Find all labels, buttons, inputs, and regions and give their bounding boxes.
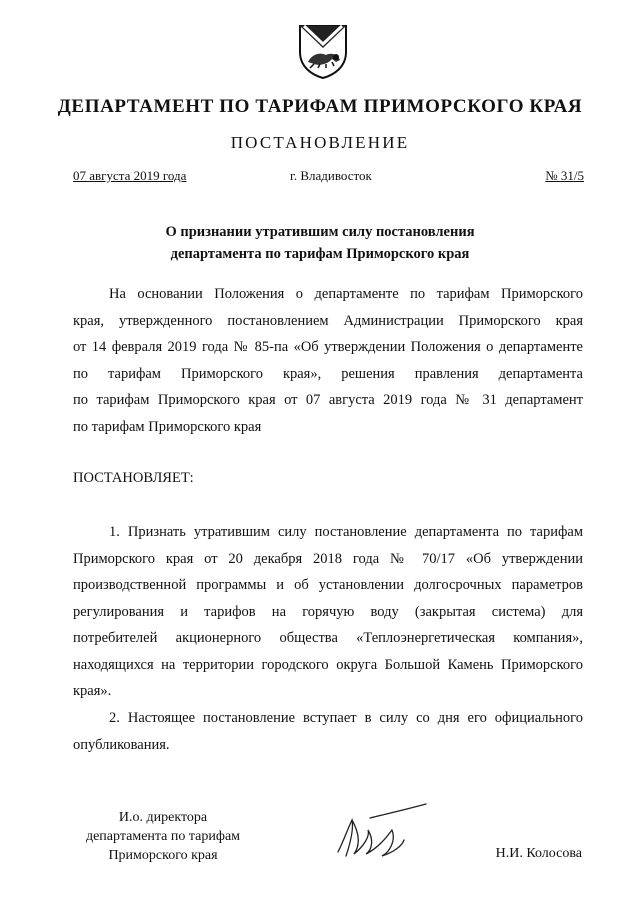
text-line: На основании Положения о департаменте по тарифам Приморского — [109, 286, 583, 302]
signatory-position — [73, 808, 253, 865]
decree-word: ПОСТАНОВЛЯЕТ: — [73, 470, 194, 486]
signature-icon — [330, 800, 430, 865]
department-name: ДЕПАРТАМЕНТ ПО ТАРИФАМ ПРИМОРСКОГО КРАЯ — [57, 96, 583, 117]
text-line: края». — [73, 683, 112, 699]
signatory-name: Н.И. Колосова — [495, 846, 582, 861]
title-line: О признании утратившим силу постановления — [165, 224, 475, 240]
document-title — [0, 221, 640, 265]
text-line: по тарифам Приморского края — [73, 418, 262, 435]
text-line: находящихся на территории городского округа Большой Камень Приморского — [73, 656, 583, 673]
document-date: 07 августа 2019 года — [73, 168, 187, 183]
position-line: И.о. директора — [118, 810, 208, 825]
text-line: от 14 февраля 2019 года № 85-па «Об утверждении Положения о департаменте — [73, 339, 583, 355]
text-line: края, утвержденного постановлением Администрации Приморского края — [73, 312, 583, 329]
title-line: департамента по тарифам Приморского края — [170, 246, 470, 262]
document-number: № 31/5 — [545, 168, 584, 183]
text-line: опубликования. — [73, 736, 170, 753]
document-type: ПОСТАНОВЛЕНИЕ — [230, 133, 410, 152]
item-1-paragraph — [73, 519, 583, 705]
position-line: департамента по тарифам — [85, 829, 241, 844]
position-line: Приморского края — [108, 848, 218, 863]
text-line: 2. Настоящее постановление вступает в силу со дня его официального — [109, 710, 583, 726]
coat-of-arms-icon — [296, 22, 350, 80]
text-line: Приморского края от 20 декабря 2018 года № 70/17 «Об утверждении — [73, 550, 583, 567]
text-line: 1. Признать утратившим силу постановление департамента по тарифам — [109, 524, 583, 540]
text-line: производственной программы и об установлении долгосрочных параметров — [73, 577, 583, 593]
text-line: по тарифам Приморского края», решения правления департамента — [73, 365, 583, 382]
text-line: потребителей акционерного общества «Теплоэнергетическая компания», — [73, 630, 583, 646]
document-city: г. Владивосток — [290, 168, 372, 183]
intro-paragraph — [73, 281, 583, 440]
text-line: по тарифам Приморского края от 07 августа 2019 года № 31 департамент — [73, 392, 583, 408]
item-2-paragraph — [73, 705, 583, 758]
text-line: регулирования и тарифов на горячую воду (закрытая система) для — [73, 603, 583, 620]
